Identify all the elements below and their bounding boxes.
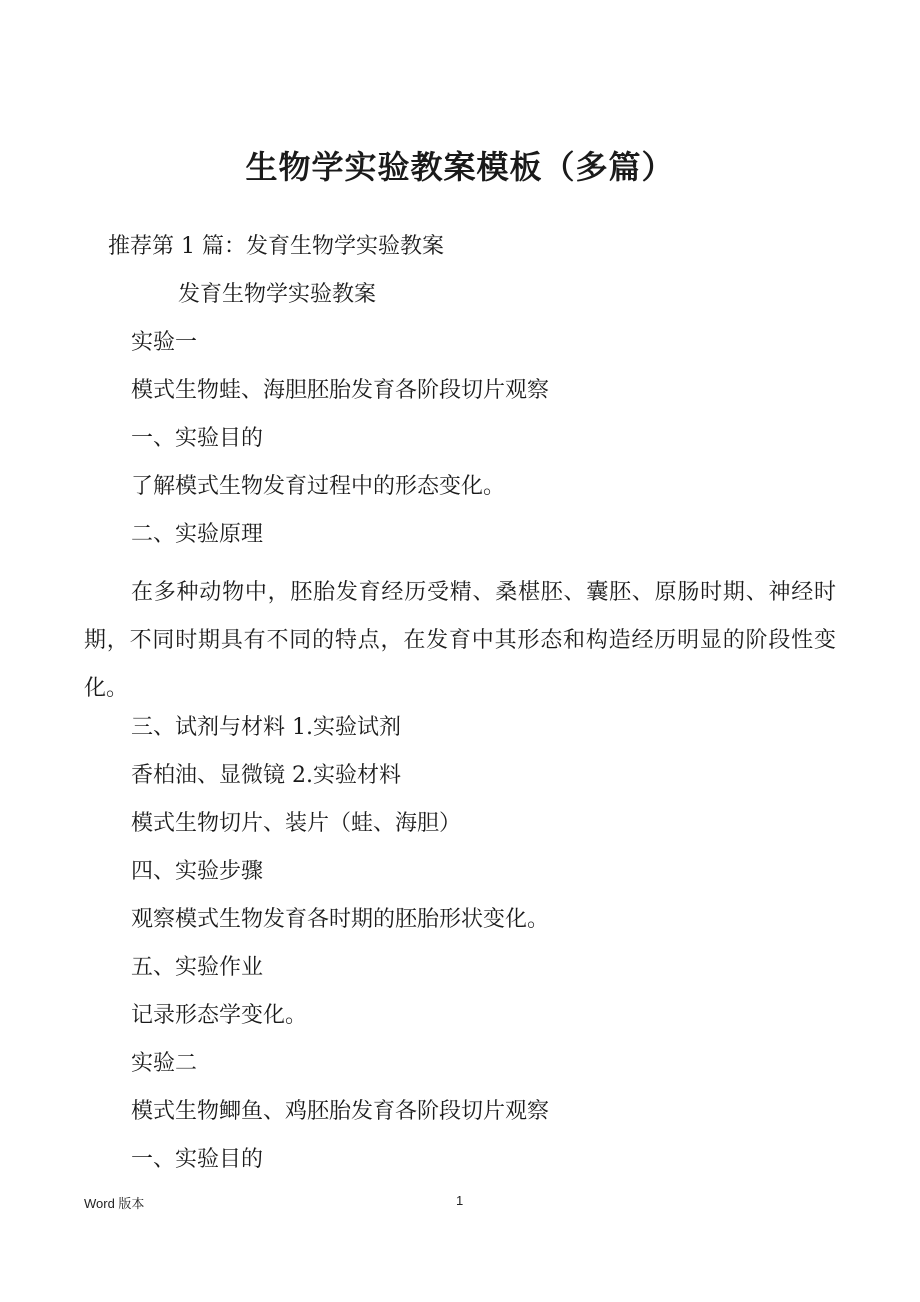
heading-purpose-2: 一、实验目的 (131, 1147, 264, 1172)
section-heading: 推荐第 1 篇：发育生物学实验教案 (108, 234, 444, 259)
page-number: 1 (456, 1193, 464, 1208)
footer-label: Word 版本 (84, 1196, 145, 1211)
materials-reagents: 香柏油、显微镜 2.实验材料 (131, 763, 401, 788)
heading-steps: 四、实验步骤 (131, 859, 264, 884)
document-title: 生物学实验教案模板（多篇） (245, 148, 675, 186)
heading-materials: 三、试剂与材料 1.实验试剂 (131, 715, 401, 740)
heading-purpose: 一、实验目的 (131, 426, 264, 451)
steps-text: 观察模式生物发育各时期的胚胎形状变化。 (131, 907, 550, 932)
experiment-title: 模式生物蛙、海胆胚胎发育各阶段切片观察 (131, 378, 550, 403)
purpose-text: 了解模式生物发育过程中的形态变化。 (131, 474, 506, 499)
materials-specimens: 模式生物切片、装片（蛙、海胆） (131, 811, 462, 836)
heading-principle: 二、实验原理 (131, 522, 264, 547)
heading-homework: 五、实验作业 (131, 955, 264, 980)
subtitle: 发育生物学实验教案 (178, 282, 377, 307)
homework-text: 记录形态学变化。 (131, 1003, 308, 1028)
experiment-heading-2: 实验二 (131, 1051, 198, 1076)
principle-paragraph: 在多种动物中，胚胎发育经历受精、桑椹胚、囊胚、原肠时期、神经时期，不同时期具有不同的特点，在发育中其形态和构造经历明显的阶段性变化。 (84, 580, 836, 701)
experiment-heading: 实验一 (131, 330, 198, 355)
experiment-title-2: 模式生物鲫鱼、鸡胚胎发育各阶段切片观察 (131, 1099, 550, 1124)
